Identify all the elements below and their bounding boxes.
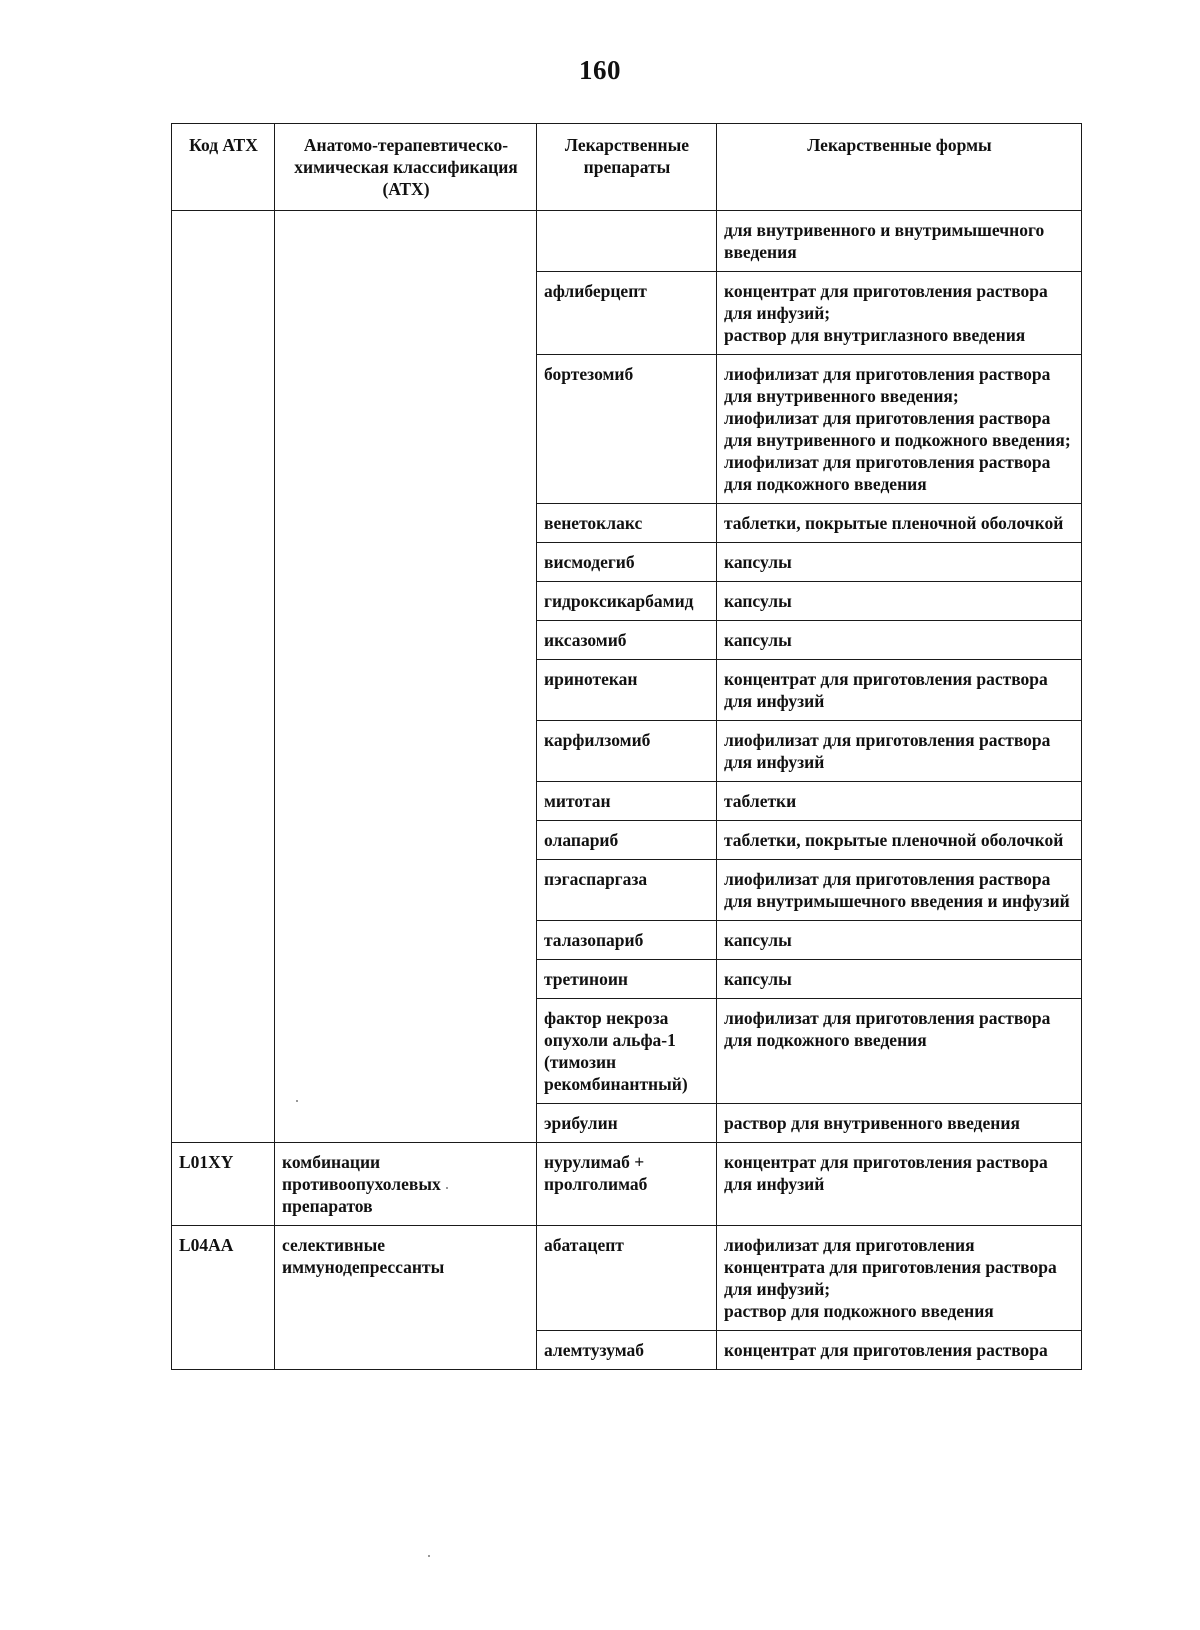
dosage-form-line: раствор для внутривенного введения — [724, 1113, 1020, 1133]
dosage-forms-cell — [717, 504, 1082, 543]
dosage-forms-cell — [717, 355, 1082, 504]
atx-code-cell: L04AA — [172, 1226, 275, 1370]
dosage-form-line: капсулы — [724, 930, 792, 950]
scan-speck — [446, 1187, 448, 1189]
drug-name-cell: нурулимаб + пролголимаб — [537, 1143, 717, 1226]
dosage-form-line: капсулы — [724, 969, 792, 989]
drug-name-cell: висмодегиб — [537, 543, 717, 582]
drug-name-cell: пэгаспаргаза — [537, 860, 717, 921]
drug-name-cell: эрибулин — [537, 1104, 717, 1143]
dosage-form-line: раствор для внутриглазного введения — [724, 325, 1026, 345]
dosage-forms-cell — [717, 1104, 1082, 1143]
drug-name-cell: гидроксикарбамид — [537, 582, 717, 621]
classification-cell: комбинации противоопухолевых препаратов — [275, 1143, 537, 1226]
drug-name-cell: карфилзомиб — [537, 721, 717, 782]
dosage-forms-cell — [717, 660, 1082, 721]
dosage-form-line: таблетки, покрытые пленочной оболочкой — [724, 513, 1064, 533]
dosage-form-line: для внутривенного и внутримышечного введения — [724, 220, 1045, 262]
dosage-forms-cell — [717, 272, 1082, 355]
dosage-forms-cell — [717, 1143, 1082, 1226]
dosage-form-line: концентрат для приготовления раствора для инфузий; — [724, 281, 1048, 323]
drug-name-cell: иринотекан — [537, 660, 717, 721]
dosage-forms-cell — [717, 999, 1082, 1104]
drug-name-cell: венетоклакс — [537, 504, 717, 543]
dosage-form-line: концентрат для приготовления раствора — [724, 1340, 1048, 1360]
dosage-form-line: таблетки — [724, 791, 797, 811]
dosage-form-line: лиофилизат для приготовления раствора для подкожного введения — [724, 1008, 1051, 1050]
dosage-form-line: раствор для подкожного введения — [724, 1301, 994, 1321]
dosage-forms-cell — [717, 1331, 1082, 1370]
dosage-forms-cell — [717, 960, 1082, 999]
drug-name-cell — [537, 211, 717, 272]
drug-name-cell: митотан — [537, 782, 717, 821]
page-number: 160 — [579, 55, 621, 85]
drug-name-cell: афлиберцепт — [537, 272, 717, 355]
dosage-form-line: лиофилизат для приготовления раствора для внутривенного введения; — [724, 364, 1051, 406]
dosage-forms-cell — [717, 1226, 1082, 1331]
drug-name-cell: фактор некроза опухоли альфа-1 (тимозин рекомбинантный) — [537, 999, 717, 1104]
dosage-form-line: таблетки, покрытые пленочной оболочкой — [724, 830, 1064, 850]
scan-speck — [296, 1100, 298, 1102]
dosage-forms-cell — [717, 582, 1082, 621]
dosage-form-line: лиофилизат для приготовления раствора для внутривенного и подкожного введения; — [724, 408, 1071, 450]
classification-cell: селективные иммунодепрессанты — [275, 1226, 537, 1370]
dosage-form-line: концентрат для приготовления раствора для инфузий — [724, 669, 1048, 711]
dosage-forms-cell — [717, 721, 1082, 782]
drug-name-cell: абатацепт — [537, 1226, 717, 1331]
table-row — [172, 1143, 1082, 1226]
header-forms: Лекарственные формы — [717, 124, 1082, 211]
atx-code-cell: L01XY — [172, 1143, 275, 1226]
drug-name-cell: алемтузумаб — [537, 1331, 717, 1370]
dosage-form-line: лиофилизат для приготовления раствора для подкожного введения — [724, 452, 1051, 494]
drug-name-cell: олапариб — [537, 821, 717, 860]
table-row — [172, 1226, 1082, 1331]
classification-cell-continued — [275, 211, 537, 1143]
dosage-form-line: капсулы — [724, 630, 792, 650]
dosage-forms-cell — [717, 782, 1082, 821]
drug-name-cell: бортезомиб — [537, 355, 717, 504]
drug-name-cell: талазопариб — [537, 921, 717, 960]
dosage-form-line: капсулы — [724, 591, 792, 611]
drug-name-cell: третиноин — [537, 960, 717, 999]
dosage-form-line: лиофилизат для приготовления раствора для инфузий — [724, 730, 1051, 772]
header-code: Код АТХ — [172, 124, 275, 211]
table-row — [172, 211, 1082, 272]
table-header-row — [172, 124, 1082, 211]
dosage-forms-cell — [717, 621, 1082, 660]
scan-speck — [428, 1555, 430, 1557]
dosage-form-line: лиофилизат для приготовления раствора для внутримышечного введения и инфузий — [724, 869, 1070, 911]
dosage-forms-cell — [717, 921, 1082, 960]
dosage-forms-cell — [717, 543, 1082, 582]
dosage-form-line: лиофилизат для приготовления концентрата для приготовления раствора для инфузий; — [724, 1235, 1057, 1299]
code-cell-continued — [172, 211, 275, 1143]
dosage-forms-cell — [717, 211, 1082, 272]
drug-name-cell: иксазомиб — [537, 621, 717, 660]
header-classification: Анатомо-терапевтическо-химическая классификация (АТХ) — [275, 124, 537, 211]
table-body — [172, 211, 1082, 1370]
dosage-form-line: капсулы — [724, 552, 792, 572]
atx-drug-table — [171, 123, 1082, 1370]
dosage-form-line: концентрат для приготовления раствора для инфузий — [724, 1152, 1048, 1194]
header-drugs: Лекарственные препараты — [537, 124, 717, 211]
dosage-forms-cell — [717, 821, 1082, 860]
dosage-forms-cell — [717, 860, 1082, 921]
